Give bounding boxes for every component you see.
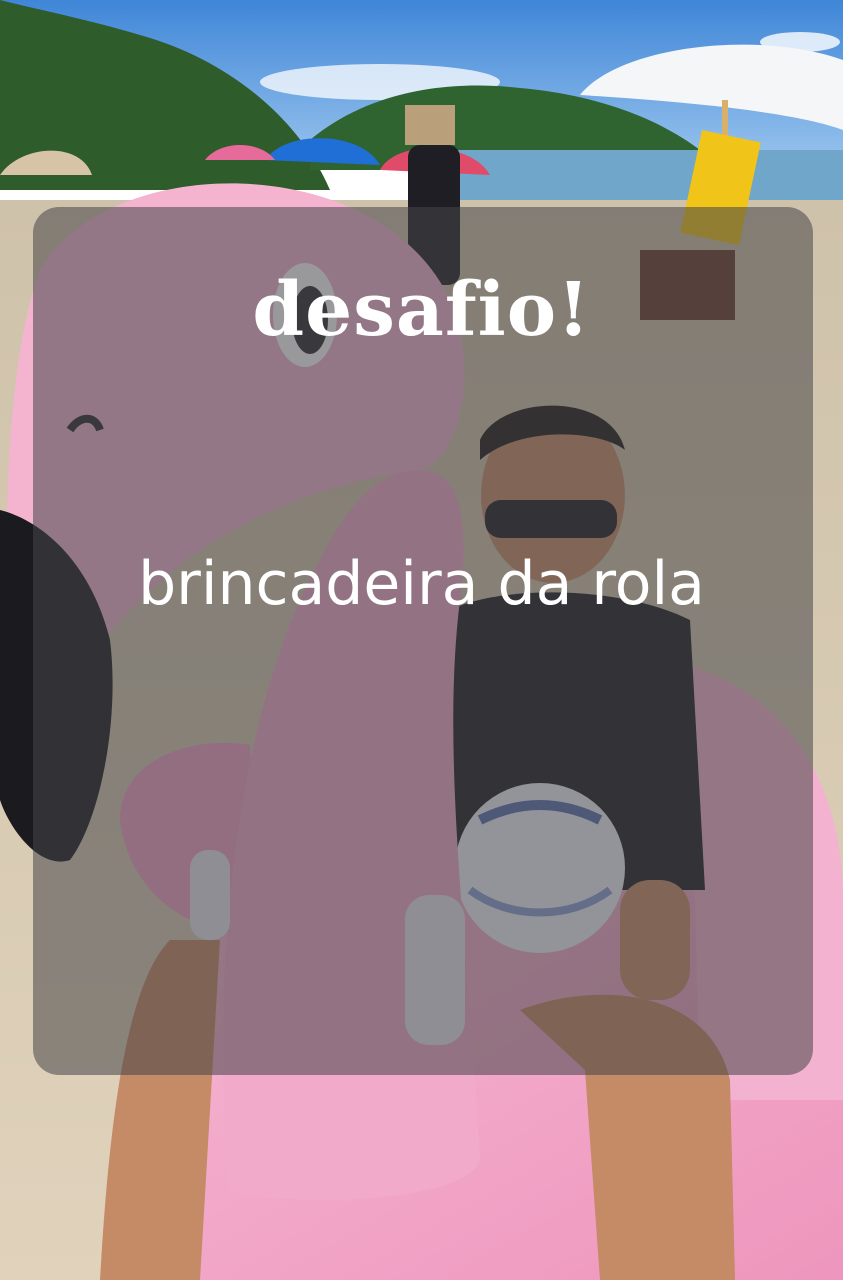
overlay-subtitle: brincadeira da rola	[138, 549, 705, 619]
overlay-title: desafio!	[252, 267, 591, 353]
